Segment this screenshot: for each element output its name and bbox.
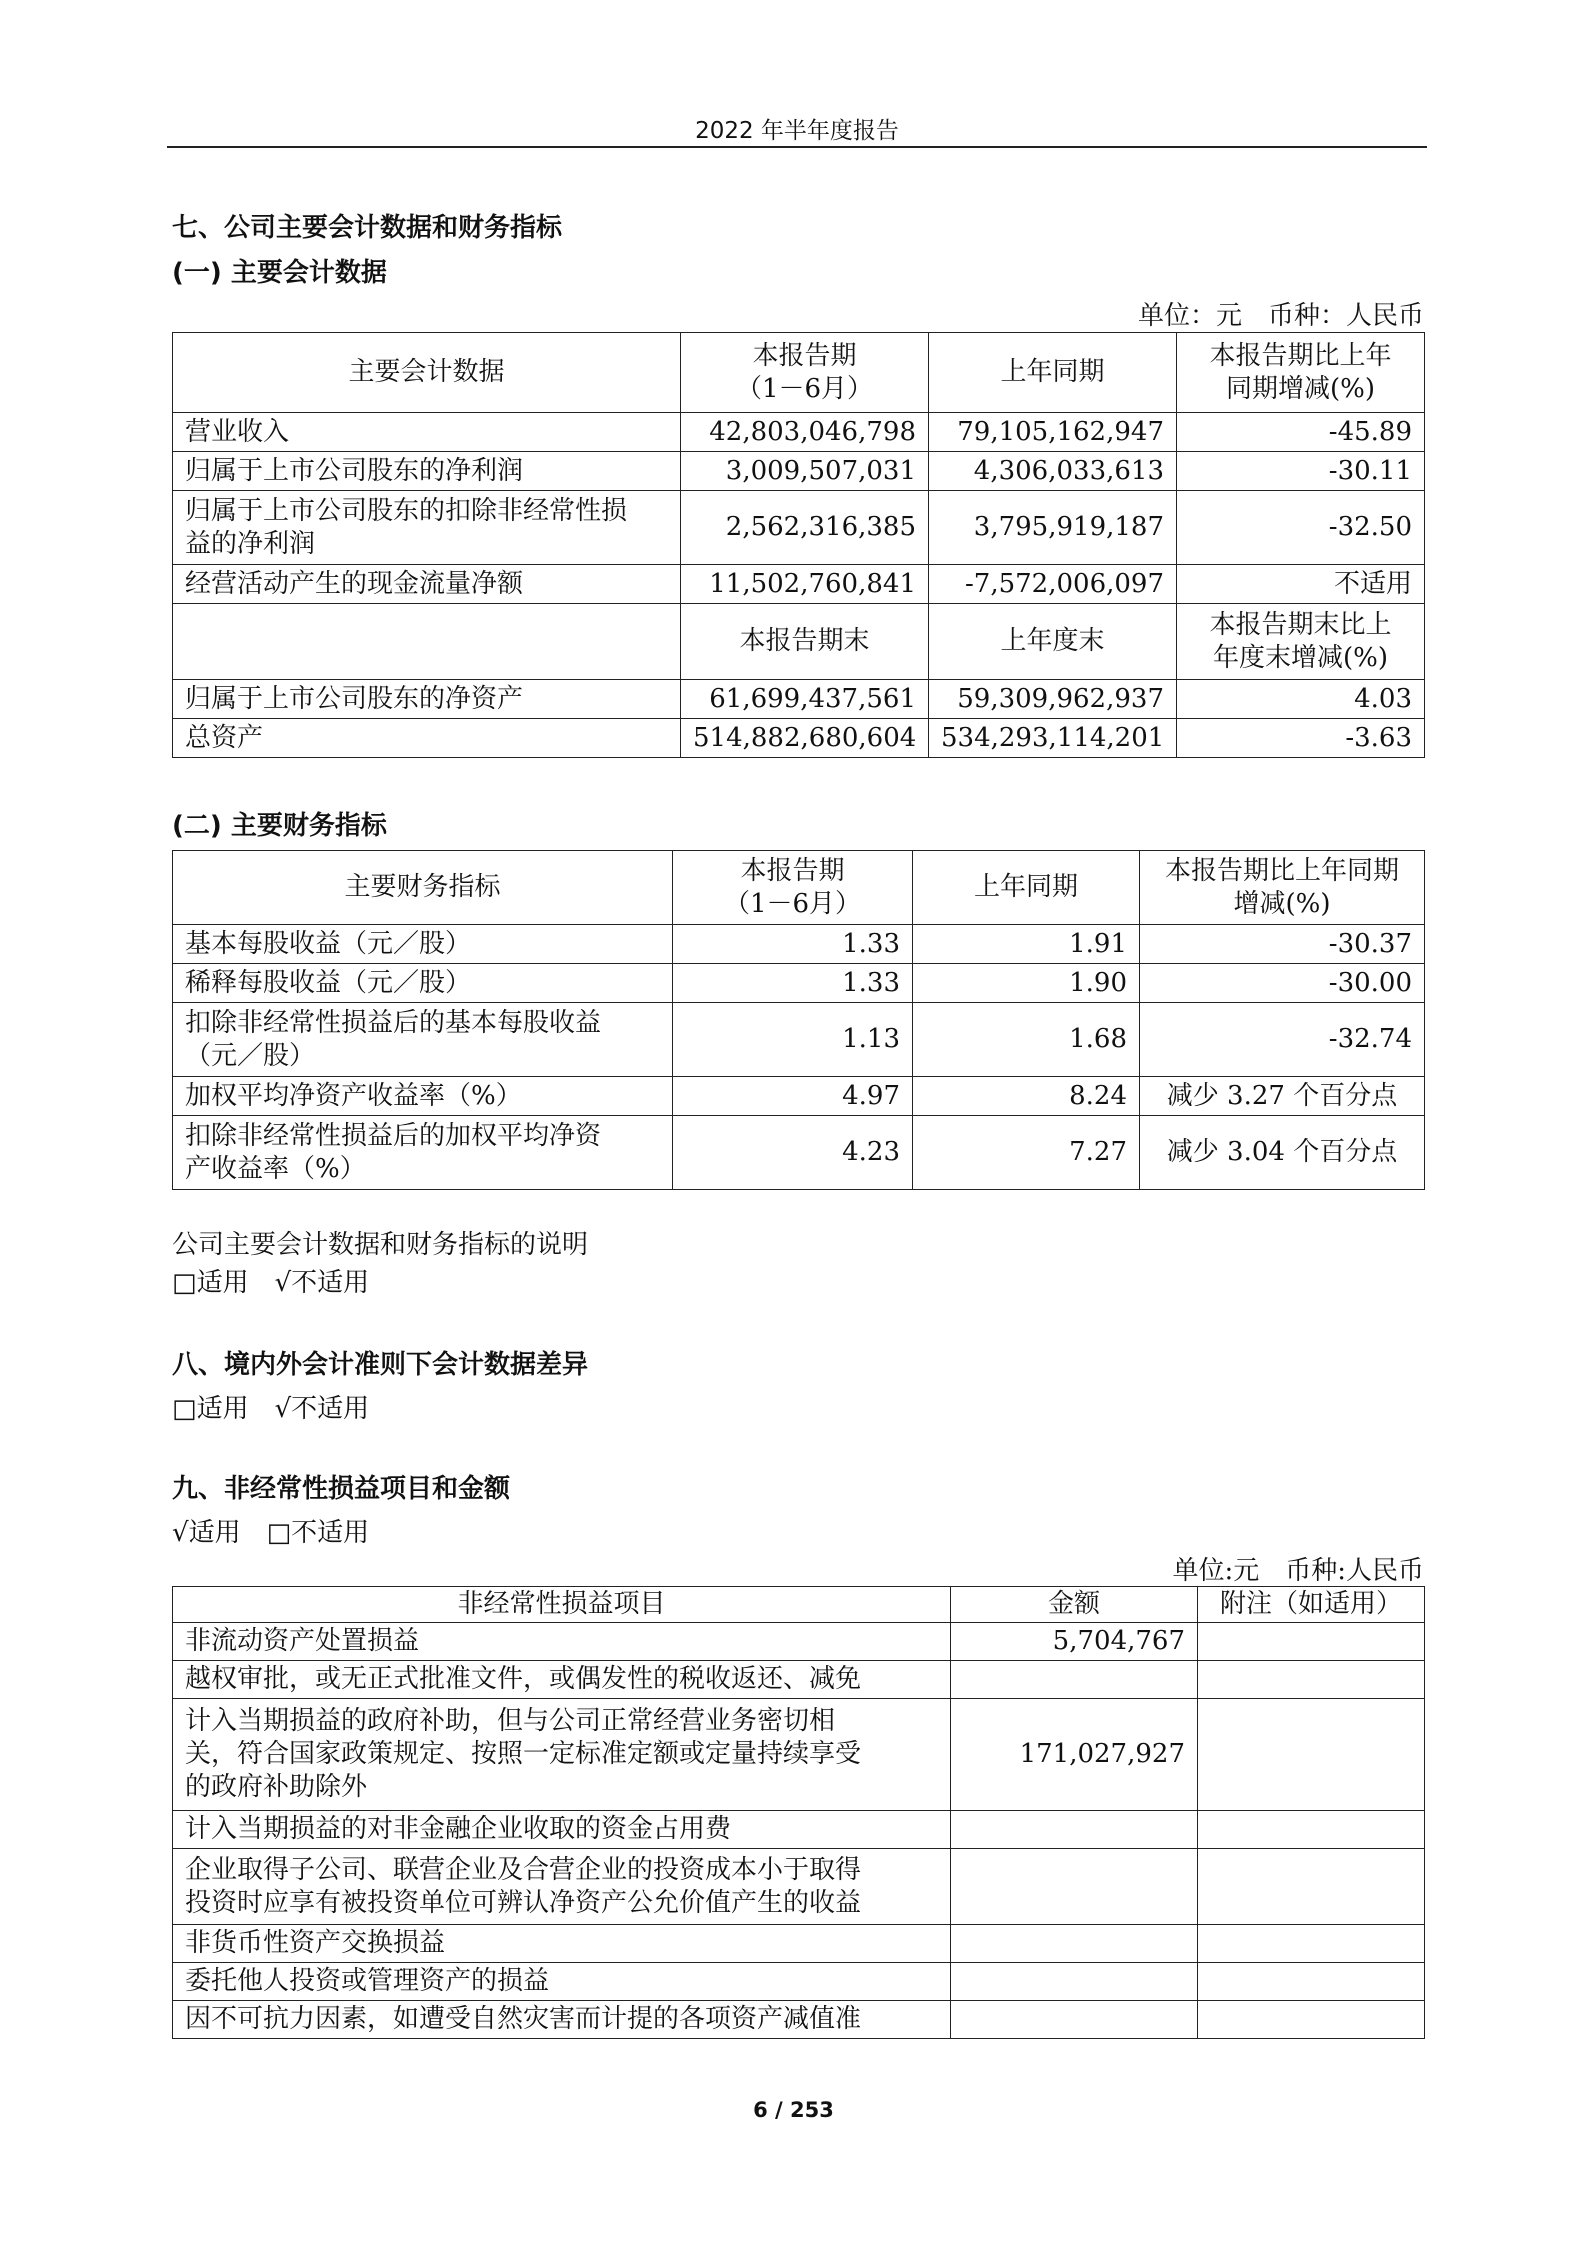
section-8-title: 八、境内外会计准则下会计数据差异 (172, 1350, 589, 1380)
table-row (173, 1077, 1425, 1116)
table-row (173, 1925, 1425, 1963)
section-7-sub1: (一) 主要会计数据 (172, 258, 387, 288)
row-value: 42,803,046,798 (681, 413, 929, 452)
section-9-applicability: √适用 □不适用 (172, 1518, 370, 1548)
row-value: 3,795,919,187 (929, 491, 1177, 565)
row-value: 4.23 (673, 1116, 913, 1190)
table-header-cell: 本报告期 （1－6月） (673, 851, 913, 925)
row-value: 11,502,760,841 (681, 565, 929, 604)
unit-label-1: 单位：元 币种：人民币 (1137, 301, 1424, 331)
row-value (951, 1963, 1198, 2001)
row-value: 79,105,162,947 (929, 413, 1177, 452)
page-header: 2022 年半年度报告 (695, 118, 899, 144)
row-note (1198, 1849, 1425, 1925)
table-header-cell: 本报告期 （1－6月） (681, 333, 929, 413)
row-value: -32.74 (1140, 1003, 1425, 1077)
row-note (1198, 1623, 1425, 1661)
row-value: -30.11 (1177, 452, 1425, 491)
table-header-row (173, 851, 1425, 925)
unit-label-2: 单位:元 币种:人民币 (1172, 1556, 1424, 1586)
row-label: 加权平均净资产收益率（%） (173, 1077, 673, 1116)
row-label: 归属于上市公司股东的扣除非经常性损 益的净利润 (173, 491, 681, 565)
table-row (173, 1963, 1425, 2001)
row-value (951, 1661, 1198, 1699)
row-label: 归属于上市公司股东的净资产 (173, 680, 681, 719)
row-value: 3,009,507,031 (681, 452, 929, 491)
page-number: 6 / 253 (753, 2098, 834, 2122)
table-header-cell: 本报告期比上年 同期增减(%) (1177, 333, 1425, 413)
row-value: 4,306,033,613 (929, 452, 1177, 491)
table-header-cell: 附注（如适用） (1198, 1587, 1425, 1623)
table-row (173, 1849, 1425, 1925)
table-header-cell: 上年度末 (929, 604, 1177, 680)
row-value: 1.91 (913, 925, 1140, 964)
row-value: 171,027,927 (951, 1699, 1198, 1811)
row-value: -7,572,006,097 (929, 565, 1177, 604)
row-value (951, 1925, 1198, 1963)
row-value: -3.63 (1177, 719, 1425, 758)
table-header-cell: 金额 (951, 1587, 1198, 1623)
row-value (951, 2001, 1198, 2039)
table-header-cell: 本报告期末比上 年度末增减(%) (1177, 604, 1425, 680)
row-value: -32.50 (1177, 491, 1425, 565)
table-row (173, 452, 1425, 491)
section-8-applicability: □适用 √不适用 (172, 1394, 370, 1424)
row-value (951, 1811, 1198, 1849)
table-row (173, 1811, 1425, 1849)
row-label: 总资产 (173, 719, 681, 758)
non-recurring-items-table (172, 1586, 1425, 2039)
table-header-row (173, 333, 1425, 413)
section-7-sub2: (二) 主要财务指标 (172, 811, 387, 841)
table-row (173, 413, 1425, 452)
row-note (1198, 1699, 1425, 1811)
row-label: 营业收入 (173, 413, 681, 452)
row-value: 1.33 (673, 925, 913, 964)
table-row (173, 964, 1425, 1003)
row-label: 扣除非经常性损益后的加权平均净资 产收益率（%） (173, 1116, 673, 1190)
table-row (173, 925, 1425, 964)
row-label: 经营活动产生的现金流量净额 (173, 565, 681, 604)
row-note (1198, 1963, 1425, 2001)
row-value: 1.90 (913, 964, 1140, 1003)
table-row (173, 1003, 1425, 1077)
row-note (1198, 1925, 1425, 1963)
table-row (173, 719, 1425, 758)
section-9-title: 九、非经常性损益项目和金额 (172, 1474, 511, 1504)
header-rule (167, 146, 1427, 148)
table-header-cell (173, 604, 681, 680)
table-row (173, 1623, 1425, 1661)
table-row (173, 1699, 1425, 1811)
table-header-cell: 本报告期比上年同期 增减(%) (1140, 851, 1425, 925)
row-value: -30.00 (1140, 964, 1425, 1003)
row-label: 归属于上市公司股东的净利润 (173, 452, 681, 491)
table-header-cell: 上年同期 (929, 333, 1177, 413)
row-label: 扣除非经常性损益后的基本每股收益 （元／股） (173, 1003, 673, 1077)
row-value: 61,699,437,561 (681, 680, 929, 719)
row-value: 59,309,962,937 (929, 680, 1177, 719)
row-value: 1.33 (673, 964, 913, 1003)
row-value: 4.97 (673, 1077, 913, 1116)
row-label: 计入当期损益的对非金融企业收取的资金占用费 (173, 1811, 951, 1849)
row-value: -30.37 (1140, 925, 1425, 964)
row-value: 7.27 (913, 1116, 1140, 1190)
table-header-cell: 非经常性损益项目 (173, 1587, 951, 1623)
section-7-title: 七、公司主要会计数据和财务指标 (172, 213, 563, 243)
accounting-data-table (172, 332, 1425, 758)
table-header-cell: 上年同期 (913, 851, 1140, 925)
row-value: 2,562,316,385 (681, 491, 929, 565)
row-label: 基本每股收益（元／股） (173, 925, 673, 964)
row-label: 企业取得子公司、联营企业及合营企业的投资成本小于取得 投资时应享有被投资单位可辨认净资产公允价值产生的收益 (173, 1849, 951, 1925)
row-label: 委托他人投资或管理资产的损益 (173, 1963, 951, 2001)
row-value: -45.89 (1177, 413, 1425, 452)
table-row (173, 1116, 1425, 1190)
row-value: 1.68 (913, 1003, 1140, 1077)
row-value: 1.13 (673, 1003, 913, 1077)
table-row (173, 1661, 1425, 1699)
note-applicability: □适用 √不适用 (172, 1268, 370, 1298)
row-value (951, 1849, 1198, 1925)
table-header-cell: 本报告期末 (681, 604, 929, 680)
row-value: 4.03 (1177, 680, 1425, 719)
row-label: 因不可抗力因素，如遭受自然灾害而计提的各项资产减值准 (173, 2001, 951, 2039)
row-value: 5,704,767 (951, 1623, 1198, 1661)
row-value: 8.24 (913, 1077, 1140, 1116)
table-header-row (173, 604, 1425, 680)
table-header-cell: 主要会计数据 (173, 333, 681, 413)
table-header-row (173, 1587, 1425, 1623)
row-label: 非流动资产处置损益 (173, 1623, 951, 1661)
table-header-cell: 主要财务指标 (173, 851, 673, 925)
row-value: 减少 3.04 个百分点 (1140, 1116, 1425, 1190)
row-note (1198, 1811, 1425, 1849)
row-value: 减少 3.27 个百分点 (1140, 1077, 1425, 1116)
row-value: 514,882,680,604 (681, 719, 929, 758)
row-label: 越权审批，或无正式批准文件，或偶发性的税收返还、减免 (173, 1661, 951, 1699)
row-label: 计入当期损益的政府补助，但与公司正常经营业务密切相 关，符合国家政策规定、按照一定标准定额或定量持续享受 的政府补助除外 (173, 1699, 951, 1811)
table-row (173, 680, 1425, 719)
row-value: 不适用 (1177, 565, 1425, 604)
note-label: 公司主要会计数据和财务指标的说明 (172, 1230, 589, 1260)
table-row (173, 565, 1425, 604)
financial-indicators-table (172, 850, 1425, 1190)
row-note (1198, 2001, 1425, 2039)
row-value: 534,293,114,201 (929, 719, 1177, 758)
table-row (173, 491, 1425, 565)
table-row (173, 2001, 1425, 2039)
row-label: 非货币性资产交换损益 (173, 1925, 951, 1963)
row-label: 稀释每股收益（元／股） (173, 964, 673, 1003)
row-note (1198, 1661, 1425, 1699)
